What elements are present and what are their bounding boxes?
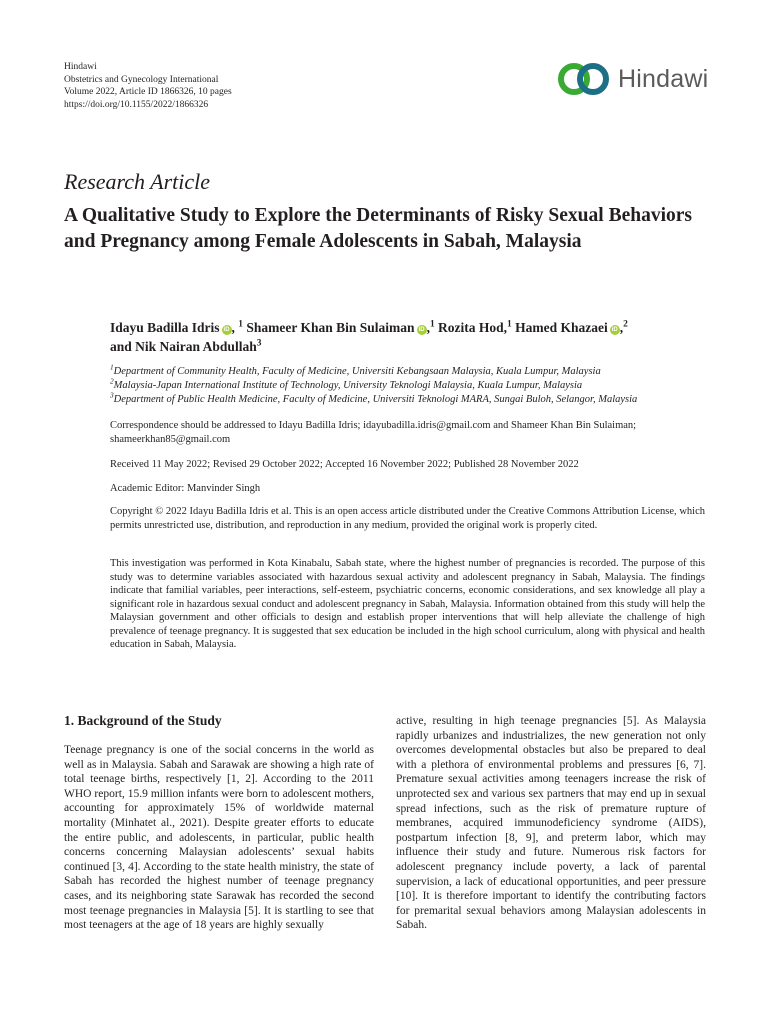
hindawi-logo (556, 62, 708, 96)
logo-text: Hindawi (618, 64, 709, 93)
hindawi-logo-icon (556, 62, 614, 96)
section-heading: 1. Background of the Study (64, 713, 222, 728)
article-type: Research Article (64, 169, 211, 194)
author-name[interactable]: Hamed Khazaei (515, 320, 608, 335)
abstract: This investigation was performed in Kota Kinabalu, Sabah state, where the highest number of pregnancies is recorded. The purpose of this study was to determine variables associated with hazardous sexual activity and adolescent pregnancy in Sabah, Malaysia. The findings indicate that familial variables, peer interactions, self-esteem, psychiatric concerns, economic considerations, and sex knowledge all play a significant role in hazardous sexual conduct and adolescent pregnancy in Sabah, Malaysia. Information obtained from this study will help the Malaysian government and other officials to design and establish proper interventions that will help alleviate the challenge of high prevalence of teenage pregnancy. It is suggested that sex education be included in the high school curriculum, along with physical and health education in Sabah, Malaysia. (110, 558, 705, 650)
orcid-icon[interactable]: iD (223, 327, 230, 333)
orcid-icon[interactable]: iD (418, 327, 425, 333)
affiliation-marker: 3 (256, 338, 262, 349)
author-connector: and (110, 339, 132, 354)
affiliation-marker: 1 (507, 319, 512, 330)
orcid-icon[interactable]: iD (611, 327, 618, 333)
journal-meta (64, 61, 232, 111)
doi-link[interactable]: https://doi.org/10.1155/2022/1866326 (64, 99, 209, 110)
affiliation-marker: 1 (429, 319, 435, 330)
publication-dates: Received 11 May 2022; Revised 29 October 2022; Accepted 16 November 2022; Published 28 November 2022 (110, 459, 579, 470)
copyright-notice: Copyright © 2022 Idayu Badilla Idris et al. This is an open access article distributed under the Creative Commons Attribution License, which permits unrestricted use, distribution, and reproduction in any medium, provided the original work is properly cited. (110, 506, 705, 531)
correspondence: Correspondence should be addressed to Idayu Badilla Idris; idayubadilla.idris@gmail.com and Shameer Khan Bin Sulaiman; shameerkhan85@gmail.com (110, 420, 637, 445)
author-name[interactable]: Idayu Badilla Idris (110, 320, 220, 335)
affiliation-marker: 2 (623, 319, 628, 330)
affiliation-list (110, 362, 730, 407)
academic-editor: Academic Editor: Manvinder Singh (110, 483, 261, 494)
author-name[interactable]: Nik Nairan Abdullah (135, 339, 257, 354)
body-text-right: active, resulting in high teenage pregnancies [5]. As Malaysia rapidly urbanizes and industrializes, the new generation not only overcomes developmental obstacles but also be prepared to deal with a plethora of environmental problems and pressures [6, 7]. Premature sexual activities among teenagers increase the risk of unprotected sex and various sex partners that may end up in sexual spread infections, such as the risk of premature rupture of membranes, acquired immunodeficiency syndrome (AIDS), postpartum infection [8, 9], and preterm labor, which may influence their study and future. Numerous risk factors for adolescent pregnancy include poverty, a lack of parental supervision, a lack of educational opportunities, and peer pressure [10]. It is therefore important to identify the contributing factors for premarital sexual behaviors among Malaysian adolescents in Sabah. (396, 715, 706, 932)
author-name[interactable]: Rozita Hod (438, 320, 504, 335)
volume-info: Volume 2022, Article ID 1866326, 10 pages (64, 87, 232, 97)
affiliation-item: $^3$Department of Public Health Medicine, Faculty of Medicine, Universiti Teknologi MARA, Sungai Buloh, Selangor, Malaysia (110, 390, 638, 405)
body-text-left: Teenage pregnancy is one of the social concerns in the world as well as in Malaysia. Sabah and Sarawak are showing a high rate of total teenage births, respectively [1, 2]. According to the 2011 WHO report, 15.9 million infants were born to adolescent mothers, accounting for approximately 15% of worldwide maternal mortality (Minhatet al., 2021). Despite greater efforts to educate the entire public, and adolescents, in particular, public health concerns concerning Malaysian adolescents’ sexual habits continued [3, 4]. According to the state health ministry, the state of Sabah has recorded the highest number of teenage pregnancy cases, and its neighboring state Sarawak has recorded the second most teenage pregnancies in Malaysia [5]. It is startling to see that most teenagers at the age of 18 years are highly sexually (64, 744, 374, 932)
affiliation-marker: 1 (238, 319, 244, 330)
article-title: A Qualitative Study to Explore the Determinants of Risky Sexual Behaviors and Pregnancy among Female Adolescents in Sabah, Malaysia (64, 205, 692, 252)
author-list: Idayu Badilla Idris iD , $^1$ Shameer Khan Bin Sulaiman iD ,$^1$ Rozita Hod,$^1$ Hamed Khazaei iD ,$^2$ and Nik Nairan Abdullah$^3$ (110, 319, 628, 354)
affiliation-item: $^2$Malaysia-Japan International Institute of Technology, University Teknologi Malaysia, Kuala Lumpur, Malaysia (110, 376, 583, 391)
author-name[interactable]: Shameer Khan Bin Sulaiman (246, 320, 415, 335)
affiliation-item: $^1$Department of Community Health, Faculty of Medicine, Universiti Kebangsaan Malaysia, Kuala Lumpur, Malaysia (110, 362, 601, 377)
publisher-name: Hindawi (64, 62, 97, 72)
journal-name: Obstetrics and Gynecology International (64, 74, 219, 85)
